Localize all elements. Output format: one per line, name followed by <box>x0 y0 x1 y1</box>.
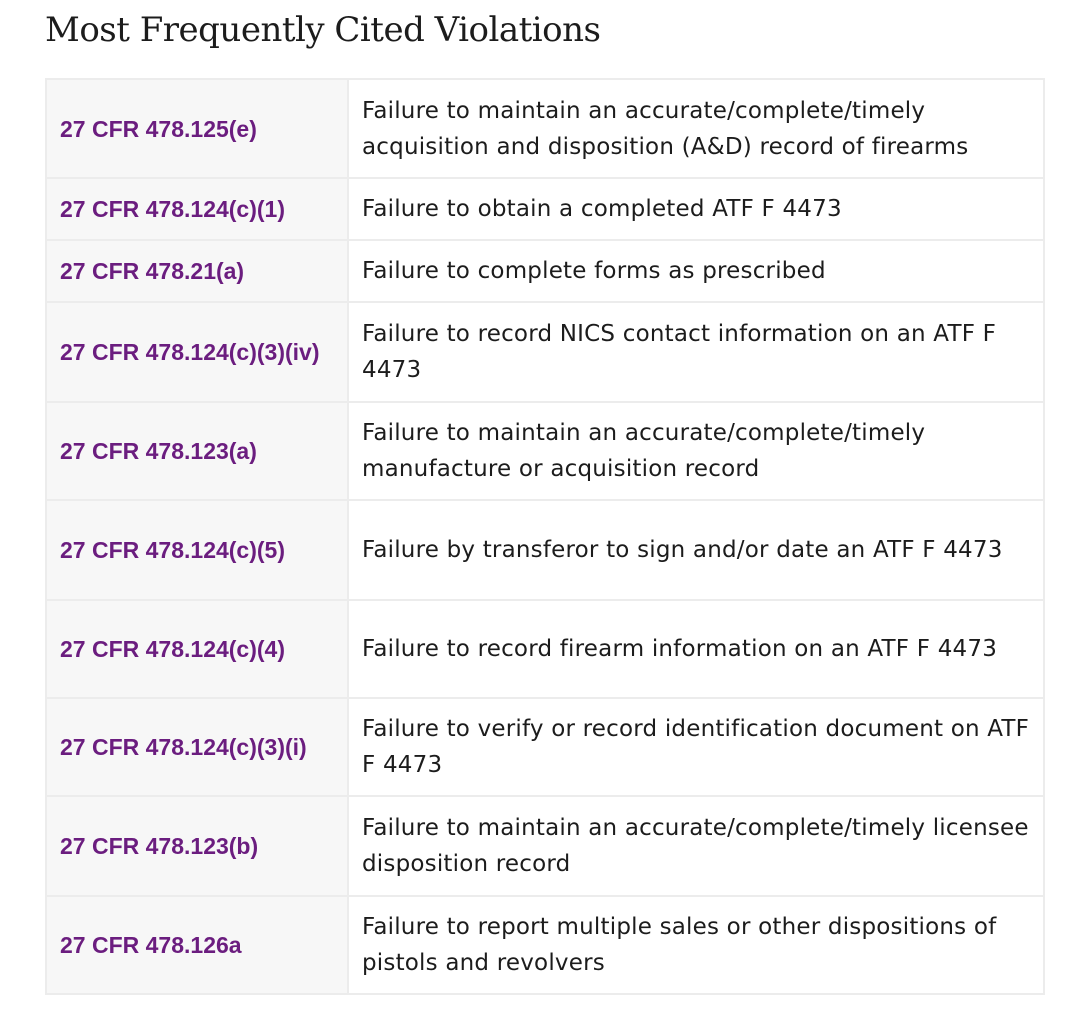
page-title: Most Frequently Cited Violations <box>45 10 601 50</box>
violation-code-cell <box>46 796 348 896</box>
violation-code-cell <box>46 302 348 402</box>
violation-description: Failure to maintain an accurate/complete/timely manufacture or acquisition record <box>348 402 1044 500</box>
violation-code-link[interactable]: 27 CFR 478.21(a) <box>60 258 245 284</box>
violation-code-cell <box>46 79 348 178</box>
violation-code-link[interactable]: 27 CFR 478.126a <box>60 932 242 958</box>
violation-code-cell <box>46 240 348 302</box>
table-row <box>46 600 1044 698</box>
violation-description: Failure to record NICS contact information on an ATF F 4473 <box>348 302 1044 402</box>
violation-description: Failure to verify or record identification document on ATF F 4473 <box>348 698 1044 796</box>
table-row <box>46 240 1044 302</box>
table-row <box>46 79 1044 178</box>
violation-description: Failure by transferor to sign and/or date an ATF F 4473 <box>348 500 1044 600</box>
violation-code-cell <box>46 698 348 796</box>
violation-code-link[interactable]: 27 CFR 478.123(a) <box>60 438 257 464</box>
table-row <box>46 796 1044 896</box>
violation-code-link[interactable]: 27 CFR 478.124(c)(5) <box>60 537 285 563</box>
violation-code-link[interactable]: 27 CFR 478.124(c)(4) <box>60 636 285 662</box>
violation-code-cell <box>46 600 348 698</box>
violation-description: Failure to maintain an accurate/complete/timely acquisition and disposition (A&D) record of firearms <box>348 79 1044 178</box>
violation-code-link[interactable]: 27 CFR 478.124(c)(1) <box>60 196 285 222</box>
violation-description: Failure to record firearm information on an ATF F 4473 <box>348 600 1044 698</box>
violation-code-link[interactable]: 27 CFR 478.124(c)(3)(i) <box>60 734 307 760</box>
table-row <box>46 500 1044 600</box>
violation-description: Failure to maintain an accurate/complete/timely licensee disposition record <box>348 796 1044 896</box>
violation-description: Failure to complete forms as prescribed <box>348 240 1044 302</box>
violations-table <box>45 78 1045 995</box>
table-row <box>46 698 1044 796</box>
violation-code-link[interactable]: 27 CFR 478.124(c)(3)(iv) <box>60 339 320 365</box>
violation-code-link[interactable]: 27 CFR 478.123(b) <box>60 833 259 859</box>
violation-code-cell <box>46 896 348 994</box>
table-row <box>46 896 1044 994</box>
violation-code-cell <box>46 402 348 500</box>
violation-description: Failure to report multiple sales or other dispositions of pistols and revolvers <box>348 896 1044 994</box>
violation-description: Failure to obtain a completed ATF F 4473 <box>348 178 1044 240</box>
table-row <box>46 178 1044 240</box>
violation-code-cell <box>46 500 348 600</box>
table-row <box>46 302 1044 402</box>
violation-code-cell <box>46 178 348 240</box>
violation-code-link[interactable]: 27 CFR 478.125(e) <box>60 115 257 142</box>
table-row <box>46 402 1044 500</box>
